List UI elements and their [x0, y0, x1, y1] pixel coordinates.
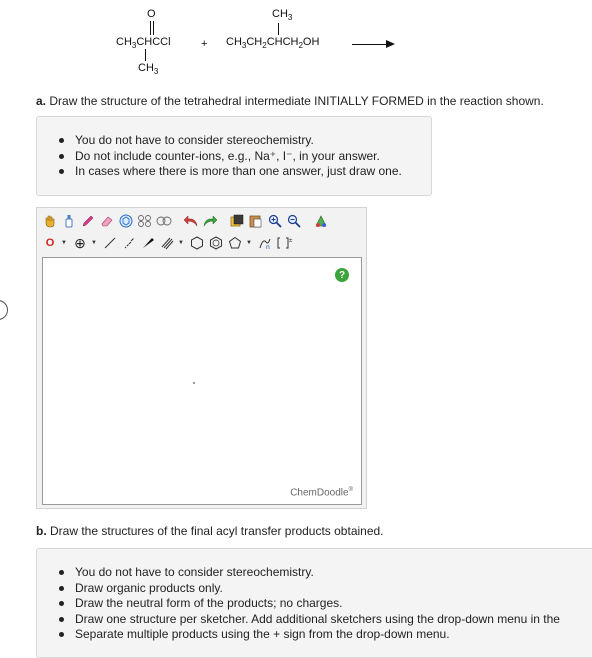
bracket-icon[interactable]	[275, 234, 293, 252]
svg-text:n: n	[266, 244, 270, 251]
drawing-canvas[interactable]	[42, 257, 362, 505]
reactant1-methyl: $CH_3$	[138, 62, 159, 77]
reactant1-main-chain: $CH_3CHCCl$	[116, 36, 171, 51]
atom-oxygen-button[interactable]: O	[45, 236, 55, 249]
plus-sign: +	[201, 38, 208, 50]
help-icon[interactable]: ?	[335, 268, 349, 282]
reaction-scheme	[0, 0, 586, 88]
redo-icon[interactable]	[201, 212, 219, 230]
carbonyl-oxygen: O	[147, 8, 156, 20]
clean-icon[interactable]	[312, 212, 330, 230]
group-icon[interactable]	[155, 212, 173, 230]
reactant1-branch-bond	[145, 49, 146, 61]
question-a-text: Draw the structure of the tetrahedral intermediate INITIALLY FORMED in the reaction shown.	[49, 94, 544, 108]
question-b-label: b.	[36, 524, 47, 538]
zoom-out-icon[interactable]	[285, 212, 303, 230]
double-bond-line-1	[150, 21, 151, 35]
pencil-icon[interactable]	[79, 212, 97, 230]
toolbar-row-1	[41, 212, 331, 230]
hand-icon[interactable]	[41, 212, 59, 230]
paste-icon[interactable]	[247, 212, 265, 230]
hint-b-3: Draw the neutral form of the products; no charges.	[59, 596, 592, 612]
double-bond-icon[interactable]	[158, 234, 176, 252]
ring-dropdown-icon[interactable]: ▼	[246, 240, 252, 246]
reaction-arrow	[352, 44, 388, 45]
wedge-bond-icon[interactable]	[139, 234, 157, 252]
side-panel-handle[interactable]	[0, 300, 8, 320]
reaction-arrow-head	[386, 40, 395, 48]
atom-map-icon[interactable]	[136, 212, 154, 230]
canvas-center-dot	[193, 382, 195, 384]
reactant2-branch-bond	[278, 23, 279, 35]
bond-dropdown-icon[interactable]: ▼	[178, 240, 184, 246]
hashed-bond-icon[interactable]	[120, 234, 138, 252]
pentagon-ring-icon[interactable]	[226, 234, 244, 252]
bottle-icon[interactable]	[60, 212, 78, 230]
zoom-in-icon[interactable]	[266, 212, 284, 230]
svg-text:±: ±	[288, 238, 293, 244]
hint-a-3: In cases where there is more than one answer, just draw one.	[59, 164, 431, 180]
hint-b-2: Draw organic products only.	[59, 581, 592, 597]
toolbar-row-2	[41, 234, 294, 252]
ring-template-icon[interactable]	[117, 212, 135, 230]
question-a-label: a.	[36, 94, 47, 108]
question-a	[36, 94, 544, 108]
hint-b-4: Draw one structure per sketcher. Add additional sketchers using the drop-down menu in the	[59, 612, 592, 628]
reactant2-methyl: $CH_3$	[272, 8, 293, 23]
hint-a-1: You do not have to consider stereochemistry.	[59, 133, 431, 149]
chain-icon[interactable]	[256, 234, 274, 252]
hint-box-a	[36, 116, 432, 196]
hint-a-2: Do not include counter-ions, e.g., Na⁺, I⁻, in your answer.	[59, 149, 431, 165]
benzene-ring-icon[interactable]	[207, 234, 225, 252]
question-b	[36, 524, 384, 538]
question-b-text: Draw the structures of the final acyl transfer products obtained.	[50, 524, 384, 538]
undo-icon[interactable]	[182, 212, 200, 230]
hint-b-1: You do not have to consider stereochemistry.	[59, 565, 592, 581]
copy-icon[interactable]	[228, 212, 246, 230]
chemdoodle-sketcher	[36, 207, 367, 509]
charge-dropdown-icon[interactable]: ▼	[91, 240, 97, 246]
hexagon-ring-icon[interactable]	[188, 234, 206, 252]
single-bond-icon[interactable]	[101, 234, 119, 252]
double-bond-line-2	[153, 21, 154, 35]
atom-dropdown-icon[interactable]: ▼	[61, 240, 67, 246]
charge-button[interactable]: ⊕	[74, 235, 86, 251]
hint-box-b	[36, 548, 592, 658]
eraser-icon[interactable]	[98, 212, 116, 230]
chemdoodle-brand: ChemDoodle®	[290, 486, 353, 498]
hint-b-5: Separate multiple products using the + sign from the drop-down menu.	[59, 627, 592, 643]
reactant2-main-chain: $CH_3CH_2CHCH_2OH$	[226, 36, 320, 51]
